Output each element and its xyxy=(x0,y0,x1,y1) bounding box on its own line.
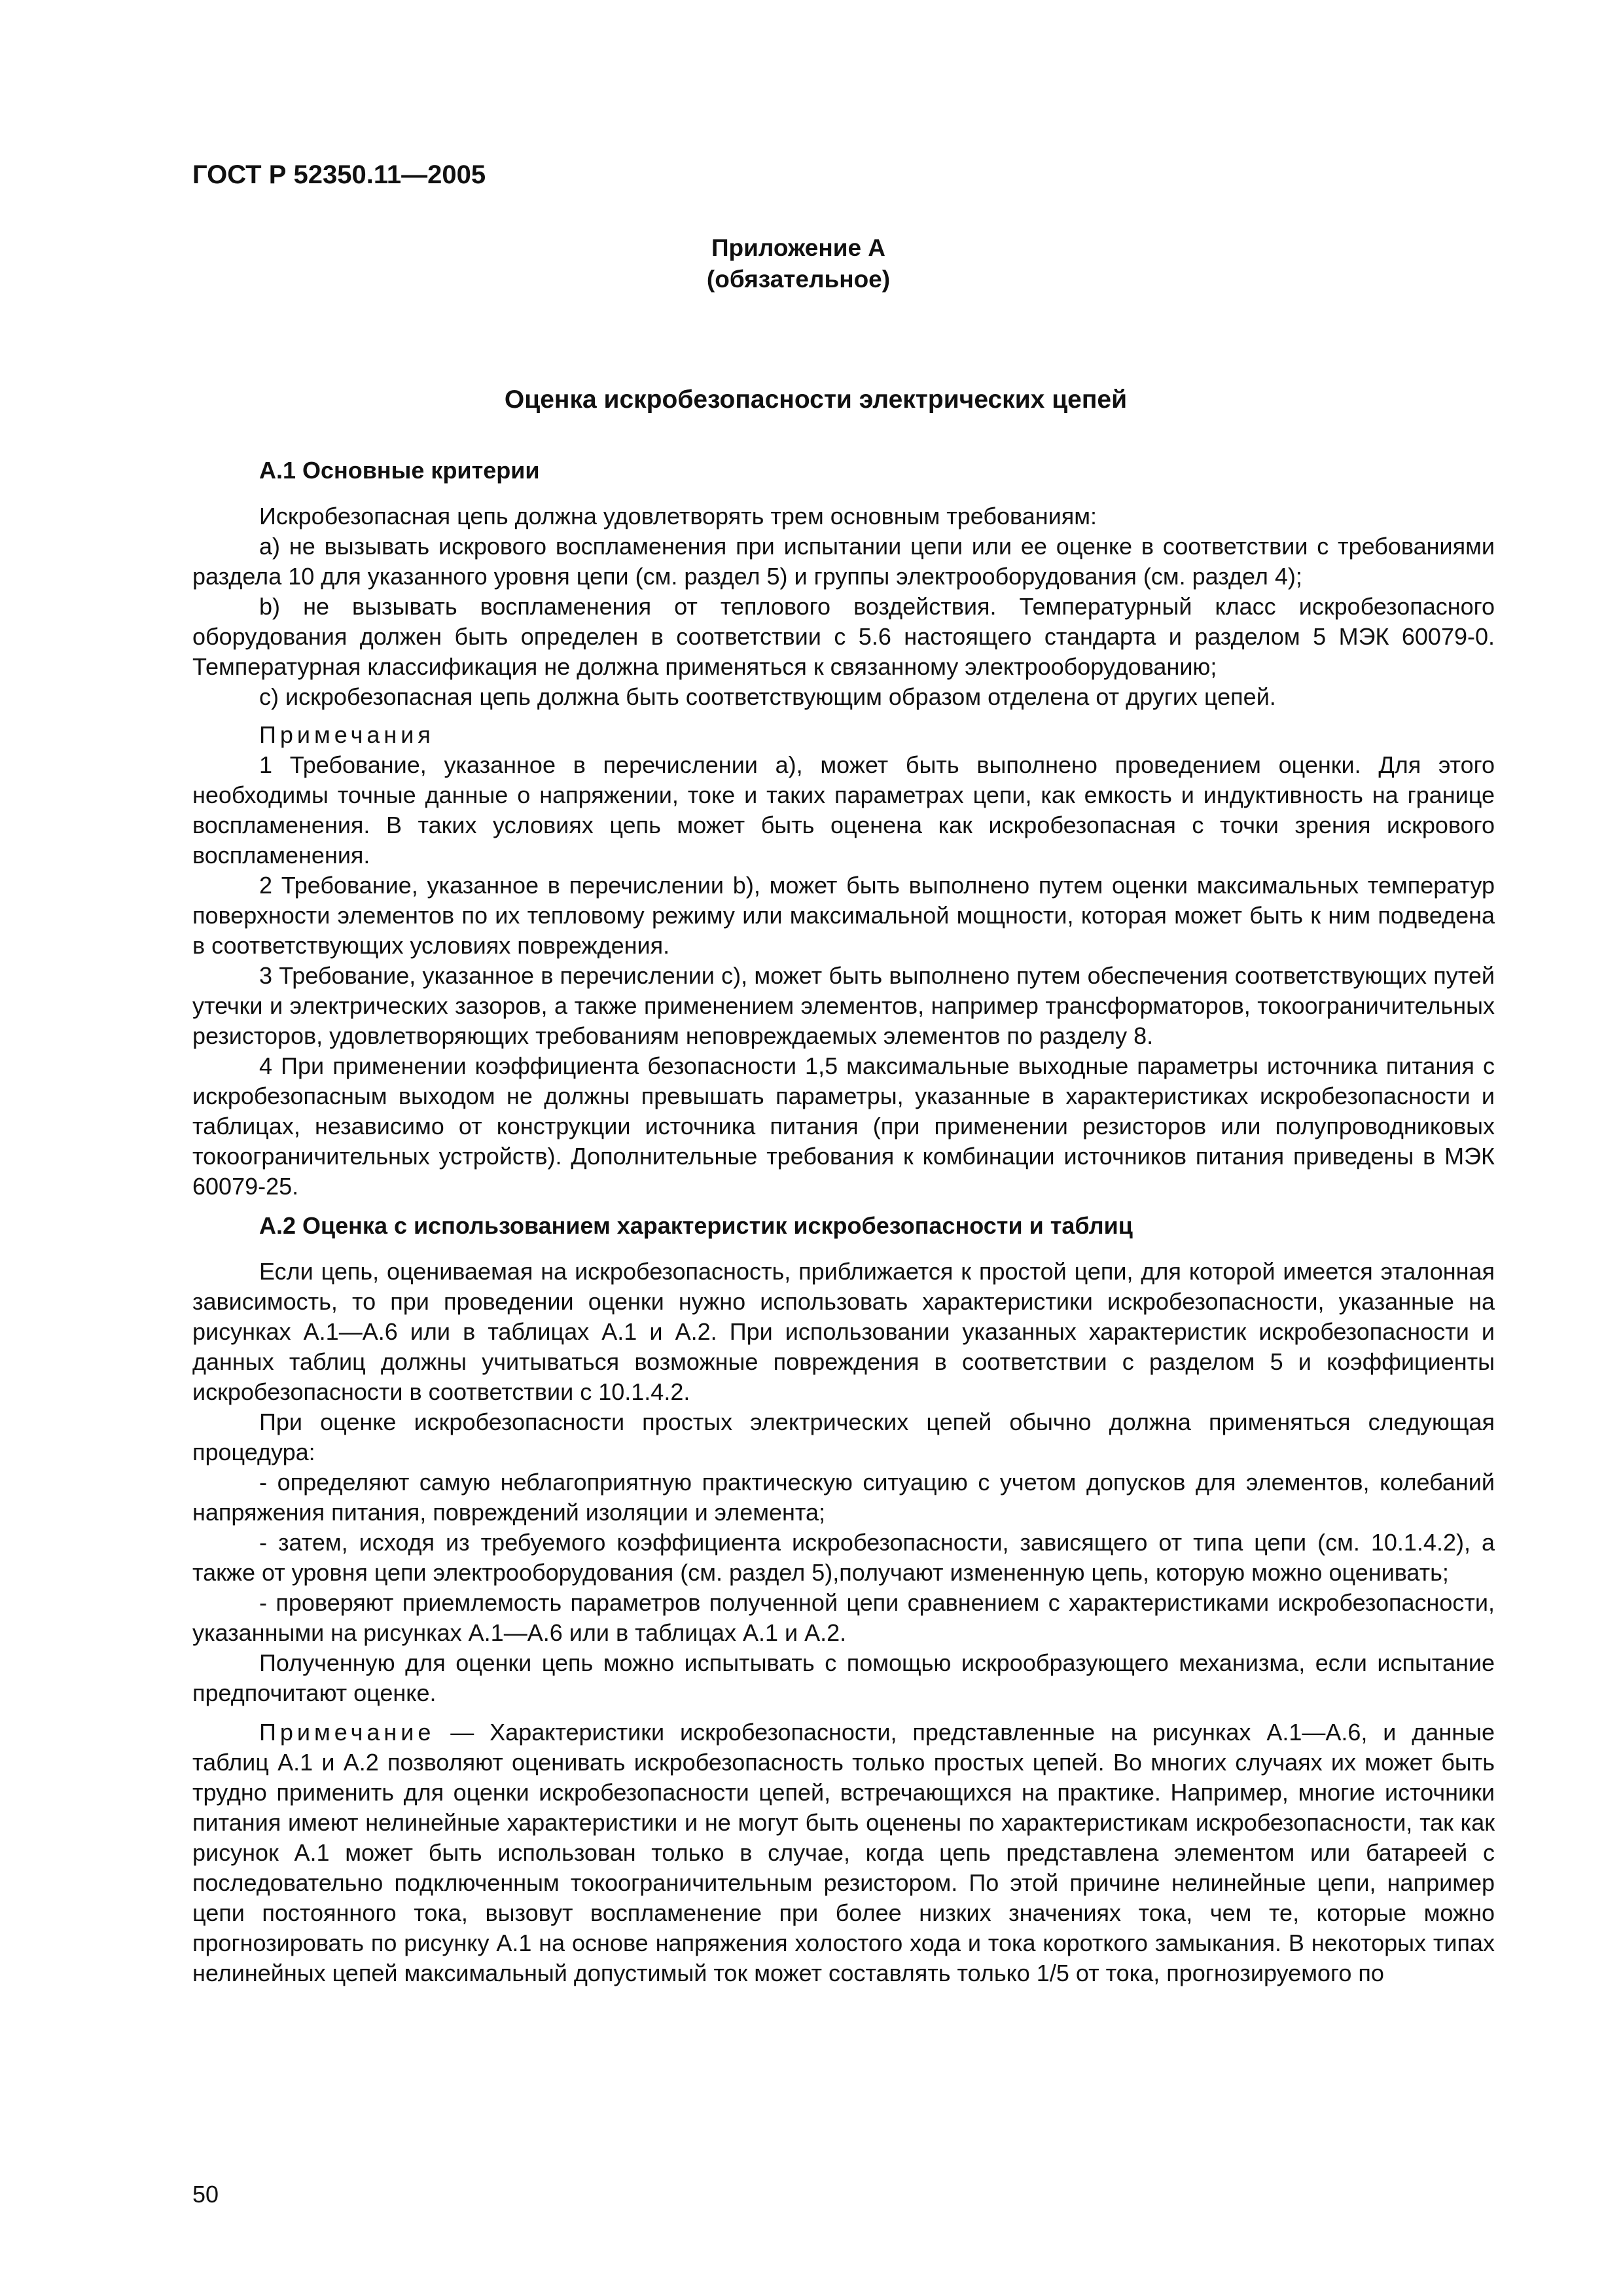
annex-body xyxy=(192,456,1495,1988)
paragraph: Полученную для оценки цепь можно испытывать с помощью искрообразующего механизма, если испытание предпочитают оценке. xyxy=(192,1649,1495,1706)
section-a1-heading: А.1 Основные критерии xyxy=(259,457,540,484)
spacer xyxy=(192,486,1495,501)
note-1: 1 Требование, указанное в перечислении а), может быть выполнено проведением оценки. Для этого необходимы точные данные о напряжении, токе и таких параметрах цепи, как емкость и индуктивность на границе воспламенения. В таких условиях цепь может быть оценена как искробезопасная с точки зрения искрового воспламенения. xyxy=(192,751,1495,869)
paragraph: Искробезопасная цепь должна удовлетворять трем основным требованиям: xyxy=(259,503,1097,529)
note-2: 2 Требование, указанное в перечислении b), может быть выполнено путем оценки максимальных температур поверхности элементов по их тепловому режиму или максимальной мощности, которая может быть к ним подведена в соответствующих условиях повреждения. xyxy=(192,872,1495,959)
note-paragraph xyxy=(192,1717,1495,1988)
spacer xyxy=(192,1241,1495,1257)
paragraph: При оценке искробезопасности простых электрических цепей обычно должна применяться следующая процедура: xyxy=(192,1408,1495,1465)
list-item-dash-2: - затем, исходя из требуемого коэффициента искробезопасности, зависящего от типа цепи (см. 10.1.4.2), а также от уровня цепи электрооборудования (см. раздел 5),получают измененную цепь, которую можно оценивать; xyxy=(192,1529,1495,1586)
note-label: Примечание xyxy=(259,1719,435,1746)
note-3: 3 Требование, указанное в перечислении с), может быть выполнено путем обеспечения соответствующих путей утечки и электрических зазоров, а также применением элементов, например трансформаторов, токоограничительных резисторов, удовлетворяющих требованиям неповреждаемых элементов по разделу 8. xyxy=(192,962,1495,1049)
note-text: — Характеристики искробезопасности, представленные на рисунках А.1—А.6, и данные таблиц А.1 и А.2 позволяют оценивать искробезопасность только простых цепей. Во многих случаях их может быть трудно применить для оценки искробезопасности цепей, встречающихся на практике. Например, многие источники питания имеют нелинейные характеристики и не могут быть оценены по характеристикам искробезопасности, так как рисунок А.1 может быть использован только в случае, когда цепь представлена элементом или батареей с последовательно подключенным токоограничительным резистором. По этой причине нелинейные цепи, например цепи постоянного тока, вызовут воспламенение при более низких значениях тока, чем те, которые можно прогнозировать по рисунку А.1 на основе напряжения холостого хода и тока короткого замыкания. В некоторых типах нелинейных цепей максимальный допустимый ток может составлять только 1/5 от тока, прогнозируемого по xyxy=(192,1719,1495,1986)
section-a2-heading: А.2 Оценка с использованием характеристик искробезопасности и таблиц xyxy=(259,1212,1133,1239)
notes-title: Примечания xyxy=(259,721,435,748)
document-code: ГОСТ Р 52350.11—2005 xyxy=(192,160,486,189)
paragraph: Если цепь, оцениваемая на искробезопасность, приближается к простой цепи, для которой имеется эталонная зависимость, то при проведении оценки нужно использовать характеристики искробезопасности, указанные на рисунках А.1—А.6 или в таблицах А.1 и А.2. При использовании указанных характеристик искробезопасности и данных таблиц должны учитываться возможные повреждения в соответствии с разделом 5 и коэффициенты искробезопасности в соответствии с 10.1.4.2. xyxy=(192,1258,1495,1405)
annex-status: (обязательное) xyxy=(706,266,891,293)
spacer xyxy=(192,712,1495,720)
list-item-dash-1: - определяют самую неблагоприятную практическую ситуацию с учетом допусков для элементов, колебаний напряжения питания, повреждений изоляции и элемента; xyxy=(192,1469,1495,1526)
spacer xyxy=(192,1202,1495,1211)
list-item-c: с) искробезопасная цепь должна быть соответствующим образом отделена от других цепей. xyxy=(259,683,1276,710)
list-item-dash-3: - проверяют приемлемость параметров полученной цепи сравнением с характеристиками искробезопасности, указанными на рисунках А.1—А.6 или в таблицах А.1 и А.2. xyxy=(192,1589,1495,1646)
page-number: 50 xyxy=(192,2181,219,2208)
spacer xyxy=(192,1708,1495,1717)
list-item-b: b) не вызывать воспламенения от теплового воздействия. Температурный класс искробезопасного оборудования должен быть определен в соответствии с 5.6 настоящего стандарта и разделом 5 МЭК 60079-0. Температурная классификация не должна применяться к связанному электрооборудованию; xyxy=(192,593,1495,680)
annex-title: Приложение А xyxy=(711,234,886,261)
list-item-a: а) не вызывать искрового воспламенения при испытании цепи или ее оценке в соответствии с требованиями раздела 10 для указанного уровня цепи (см. раздел 5) и группы электрооборудования (см. раздел 4); xyxy=(192,533,1495,590)
note-4: 4 При применении коэффициента безопасности 1,5 максимальные выходные параметры источника питания с искробезопасным выходом не должны превышать параметры, указанные в характеристиках искробезопасности и таблицах, независимо от конструкции источника питания (при применении резисторов или полупроводниковых токоограничительных устройств). Дополнительные требования к комбинации источников питания приведены в МЭК 60079-25. xyxy=(192,1052,1495,1200)
annex-heading: Оценка искробезопасности электрических цепей xyxy=(504,386,1128,414)
